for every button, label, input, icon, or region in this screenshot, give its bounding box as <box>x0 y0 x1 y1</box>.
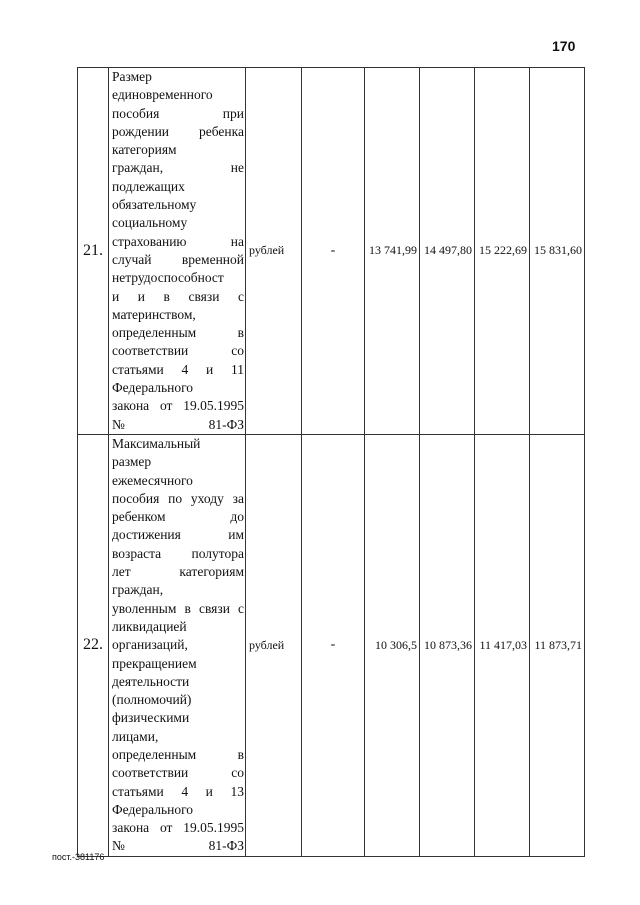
row-unit: рублей <box>246 434 302 856</box>
description-line: № 81-ФЗ <box>112 416 244 432</box>
description-line: Федерального <box>112 801 194 817</box>
row-value-1: 13 741,99 <box>365 68 420 435</box>
table-row <box>78 68 585 435</box>
description-line: социальному <box>112 215 188 231</box>
row-number: 22. <box>78 434 109 856</box>
row-value-4: 11 873,71 <box>530 434 585 856</box>
benefits-table <box>77 67 585 857</box>
description-line: граждан, <box>112 582 164 598</box>
document-code: пост.-381176 <box>52 852 105 862</box>
description-line: пособия при <box>112 105 244 121</box>
description-line: обязательному <box>112 197 197 213</box>
description-line: Размер <box>112 69 152 84</box>
description-line: статьями 4 и 13 <box>112 783 244 799</box>
description-line: пособия по уходу за <box>112 490 244 506</box>
row-value-3: 11 417,03 <box>475 434 530 856</box>
description-line: соответствии со <box>112 343 244 359</box>
row-description <box>109 434 246 856</box>
description-line: Максимальный <box>112 435 201 451</box>
description-line: лицами, <box>112 728 159 744</box>
description-line: случай временной <box>112 251 244 267</box>
description-line: № 81-ФЗ <box>112 838 244 854</box>
description-line: закона от 19.05.1995 <box>112 820 244 836</box>
row-value-4: 15 831,60 <box>530 68 585 435</box>
description-line: деятельности <box>112 673 190 689</box>
description-line: прекращением <box>112 655 197 671</box>
row-description <box>109 68 246 435</box>
description-line: ликвидацией <box>112 618 187 634</box>
description-line: определенным в <box>112 325 244 341</box>
description-line: (полномочий) <box>112 692 192 708</box>
description-line: размер <box>112 454 152 470</box>
row-number: 21. <box>78 68 109 435</box>
description-line: рождении ребенка <box>112 123 244 139</box>
row-base-value: - <box>302 434 365 856</box>
description-line: физическими <box>112 710 190 726</box>
description-line: и и в связи с <box>112 288 244 304</box>
description-line: ежемесячного <box>112 472 193 488</box>
description-line: определенным в <box>112 746 244 762</box>
description-line: ребенком до <box>112 509 244 525</box>
description-line: достижения им <box>112 527 244 543</box>
description-line: граждан, не <box>112 160 244 176</box>
description-line: страхованию на <box>112 233 244 249</box>
table-row <box>78 434 585 856</box>
description-line: лет категориям <box>112 564 244 580</box>
page-number: 170 <box>552 38 576 54</box>
description-line: нетрудоспособност <box>112 270 224 286</box>
description-line: материнством, <box>112 306 196 322</box>
description-line: статьями 4 и 11 <box>112 361 244 377</box>
description-line: возраста полутора <box>112 545 244 561</box>
description-line: Федерального <box>112 380 194 396</box>
row-value-1: 10 306,5 <box>365 434 420 856</box>
description-line: подлежащих <box>112 178 185 194</box>
row-unit: рублей <box>246 68 302 435</box>
row-base-value: - <box>302 68 365 435</box>
description-line: категориям <box>112 142 177 158</box>
description-line: соответствии со <box>112 765 244 781</box>
row-value-2: 10 873,36 <box>420 434 475 856</box>
description-line: уволенным в связи с <box>112 600 244 616</box>
row-value-2: 14 497,80 <box>420 68 475 435</box>
description-line: единовременного <box>112 87 213 103</box>
description-line: организаций, <box>112 637 188 653</box>
row-value-3: 15 222,69 <box>475 68 530 435</box>
description-line: закона от 19.05.1995 <box>112 398 244 414</box>
